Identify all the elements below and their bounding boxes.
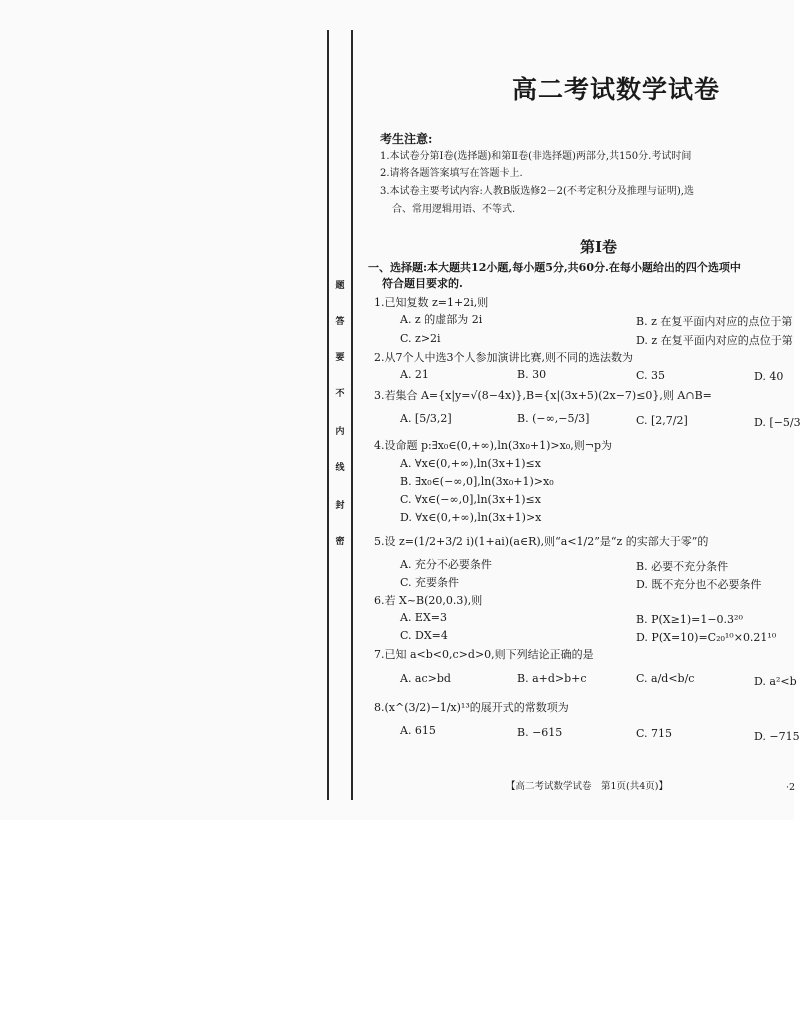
seal-char: 不 — [335, 389, 345, 399]
option: D. 既不充分也不必要条件 — [636, 578, 762, 591]
option: A. 充分不必要条件 — [400, 558, 492, 571]
option: B. a+d>b+c — [517, 672, 587, 685]
seal-char: 答 — [335, 317, 345, 327]
seal-char: 封 — [335, 501, 345, 511]
question-stem: 2.从7个人中选3个人参加演讲比赛,则不同的选法数为 — [374, 351, 633, 364]
option: A. [5/3,2] — [400, 412, 452, 425]
question-stem: 5.设 z=(1/2+3/2 i)(1+ai)(a∈R),则“a<1/2”是“z 的实部大于零”的 — [374, 535, 709, 548]
option: A. ∀x∈(0,+∞),ln(3x+1)≤x — [400, 457, 541, 470]
section-intro: 一、选择题:本大题共12小题,每小题5分,共60分.在每小题给出的四个选项中 — [368, 261, 741, 274]
exam-page — [362, 60, 801, 820]
option: C. DX=4 — [400, 629, 448, 642]
option: D. ∀x∈(0,+∞),ln(3x+1)>x — [400, 511, 542, 524]
notice-heading: 考生注意: — [380, 132, 433, 146]
option: A. ac>bd — [400, 672, 451, 685]
option: D. P(X=10)=C₂₀¹⁰×0.21¹⁰ — [636, 631, 777, 644]
seal-char: 内 — [335, 427, 345, 437]
option: D. −715 — [754, 730, 800, 743]
page-mark: ·2 — [786, 782, 796, 793]
binding-line-right — [351, 30, 353, 800]
exam-title: 高二考试数学试卷 — [512, 75, 721, 104]
part-title: 第Ⅰ卷 — [580, 238, 618, 256]
option: B. z 在复平面内对应的点位于第 — [636, 315, 793, 328]
option: B. ∃x₀∈(−∞,0],ln(3x₀+1)>x₀ — [400, 475, 554, 488]
option: B. (−∞,−5/3] — [517, 412, 590, 425]
option: A. 615 — [400, 724, 436, 737]
option: D. [−5/3 — [754, 416, 801, 429]
notice-item: 2.请将各题答案填写在答题卡上. — [380, 168, 523, 179]
question-stem: 4.设命题 p:∃x₀∈(0,+∞),ln(3x₀+1)>x₀,则¬p为 — [374, 439, 613, 452]
option: D. a²<b — [754, 675, 797, 688]
option: A. z 的虚部为 2i — [400, 313, 483, 326]
option: B. −615 — [517, 726, 563, 739]
seal-char: 线 — [335, 463, 345, 473]
question-stem: 6.若 X~B(20,0.3),则 — [374, 594, 483, 607]
option: C. ∀x∈(−∞,0],ln(3x+1)≤x — [400, 493, 541, 506]
notice-item: 合、常用逻辑用语、不等式. — [392, 204, 516, 215]
seal-char: 题 — [335, 281, 345, 291]
option: C. 715 — [636, 727, 673, 740]
option: C. 35 — [636, 369, 666, 382]
section-intro: 符合题目要求的. — [382, 277, 463, 290]
option: C. z>2i — [400, 332, 441, 345]
option: B. 必要不充分条件 — [636, 560, 729, 573]
seal-char: 密 — [335, 537, 345, 547]
option: A. EX=3 — [400, 611, 448, 624]
option: B. 30 — [517, 368, 547, 381]
option: C. [2,7/2] — [636, 414, 688, 427]
option: D. z 在复平面内对应的点位于第 — [636, 334, 793, 347]
question-stem: 3.若集合 A={x|y=√(8−4x)},B={x|(3x+5)(2x−7)≤0},则 A∩B= — [374, 389, 712, 402]
question-stem: 1.已知复数 z=1+2i,则 — [374, 296, 489, 309]
option: D. 40 — [754, 370, 784, 383]
option: C. 充要条件 — [400, 576, 460, 589]
page-footer: 【高二考试数学试卷 第1页(共4页)】 — [506, 781, 669, 792]
question-stem: 7.已知 a<b<0,c>d>0,则下列结论正确的是 — [374, 648, 594, 661]
option: A. 21 — [400, 368, 429, 381]
binding-line-left — [327, 30, 329, 800]
option: C. a/d<b/c — [636, 672, 695, 685]
seal-char: 要 — [335, 353, 345, 363]
option: B. P(X≥1)=1−0.3²⁰ — [636, 613, 743, 626]
notice-item: 3.本试卷主要考试内容:人教B版选修2－2(不考定积分及推理与证明),选 — [380, 186, 694, 197]
question-stem: 8.(x^(3/2)−1/x)¹³的展开式的常数项为 — [374, 701, 569, 714]
notice-item: 1.本试卷分第Ⅰ卷(选择题)和第Ⅱ卷(非选择题)两部分,共150分.考试时间 — [380, 151, 692, 162]
